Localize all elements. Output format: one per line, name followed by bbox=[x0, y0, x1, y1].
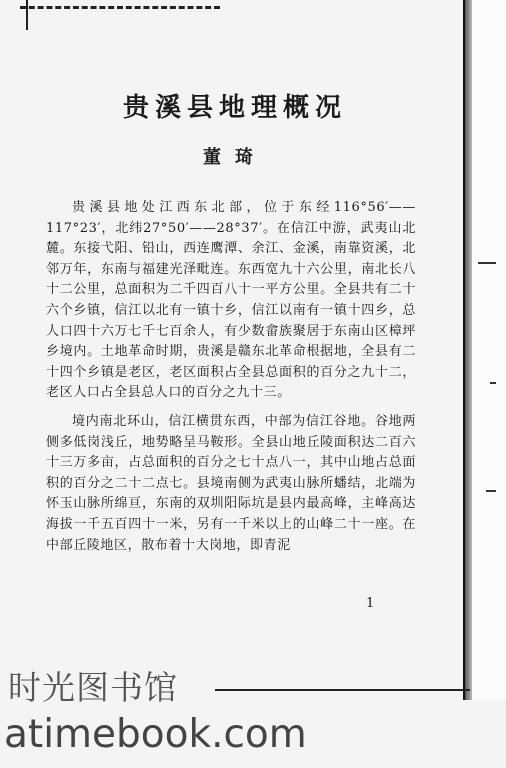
article-body bbox=[46, 198, 416, 556]
edge-mark bbox=[478, 262, 496, 264]
watermark-chinese: 时光图书馆 bbox=[8, 668, 178, 707]
bottom-rule bbox=[215, 689, 470, 691]
edge-mark bbox=[490, 382, 496, 384]
page-margin-strip bbox=[472, 0, 506, 700]
paragraph: 贵溪县地处江西东北部，位于东经116°56′——117°23′，北纬27°50′——28°37′。在信江中游，武夷山北麓。东接弋阳、铅山，西连鹰潭、余江、金溪，南靠资溪，北邻万年，东南与福建光泽毗连。东西宽九十六公里，南北长八十二公里，总面积为二千四百八十一平方公里。全县共有二十六个乡镇，信江以北有一镇十乡，信江以南有一镇十四乡，总人口四十六万七千七百余人，有少数畲族聚居于东南山区樟坪乡境内。土地革命时期，贵溪是赣东北革命根据地，全县有二十四个乡镇是老区，老区面积占全县总面积的百分之九十二，老区人口占全县总人口的百分之九十三。 bbox=[46, 200, 416, 401]
article-author: 董琦 bbox=[203, 147, 267, 168]
paragraph: 境内南北环山，信江横贯东西，中部为信江谷地。谷地两侧多低岗浅丘，地势略呈马鞍形。全县山地丘陵面积达二百六十三万多亩，占总面积的百分之七十点八一，其中山地占总面积的百分之二十二点七。县境南侧为武夷山脉所蟠结，北端为怀玉山脉所绵亘，东南的双圳阳际坑是县内最高峰，主峰高达海拔一千五百四十一米，另有一千米以上的山峰二十一座。在中部丘陵地区，散布着十大岗地，即青泥 bbox=[46, 413, 416, 553]
watermark-url: atimebook.com bbox=[4, 712, 307, 757]
article-title: 贵溪县地理概况 bbox=[122, 93, 347, 123]
top-left-rule bbox=[26, 0, 28, 30]
top-dash-rule bbox=[20, 6, 220, 13]
edge-mark bbox=[486, 490, 496, 492]
page-number: 1 bbox=[366, 596, 375, 611]
